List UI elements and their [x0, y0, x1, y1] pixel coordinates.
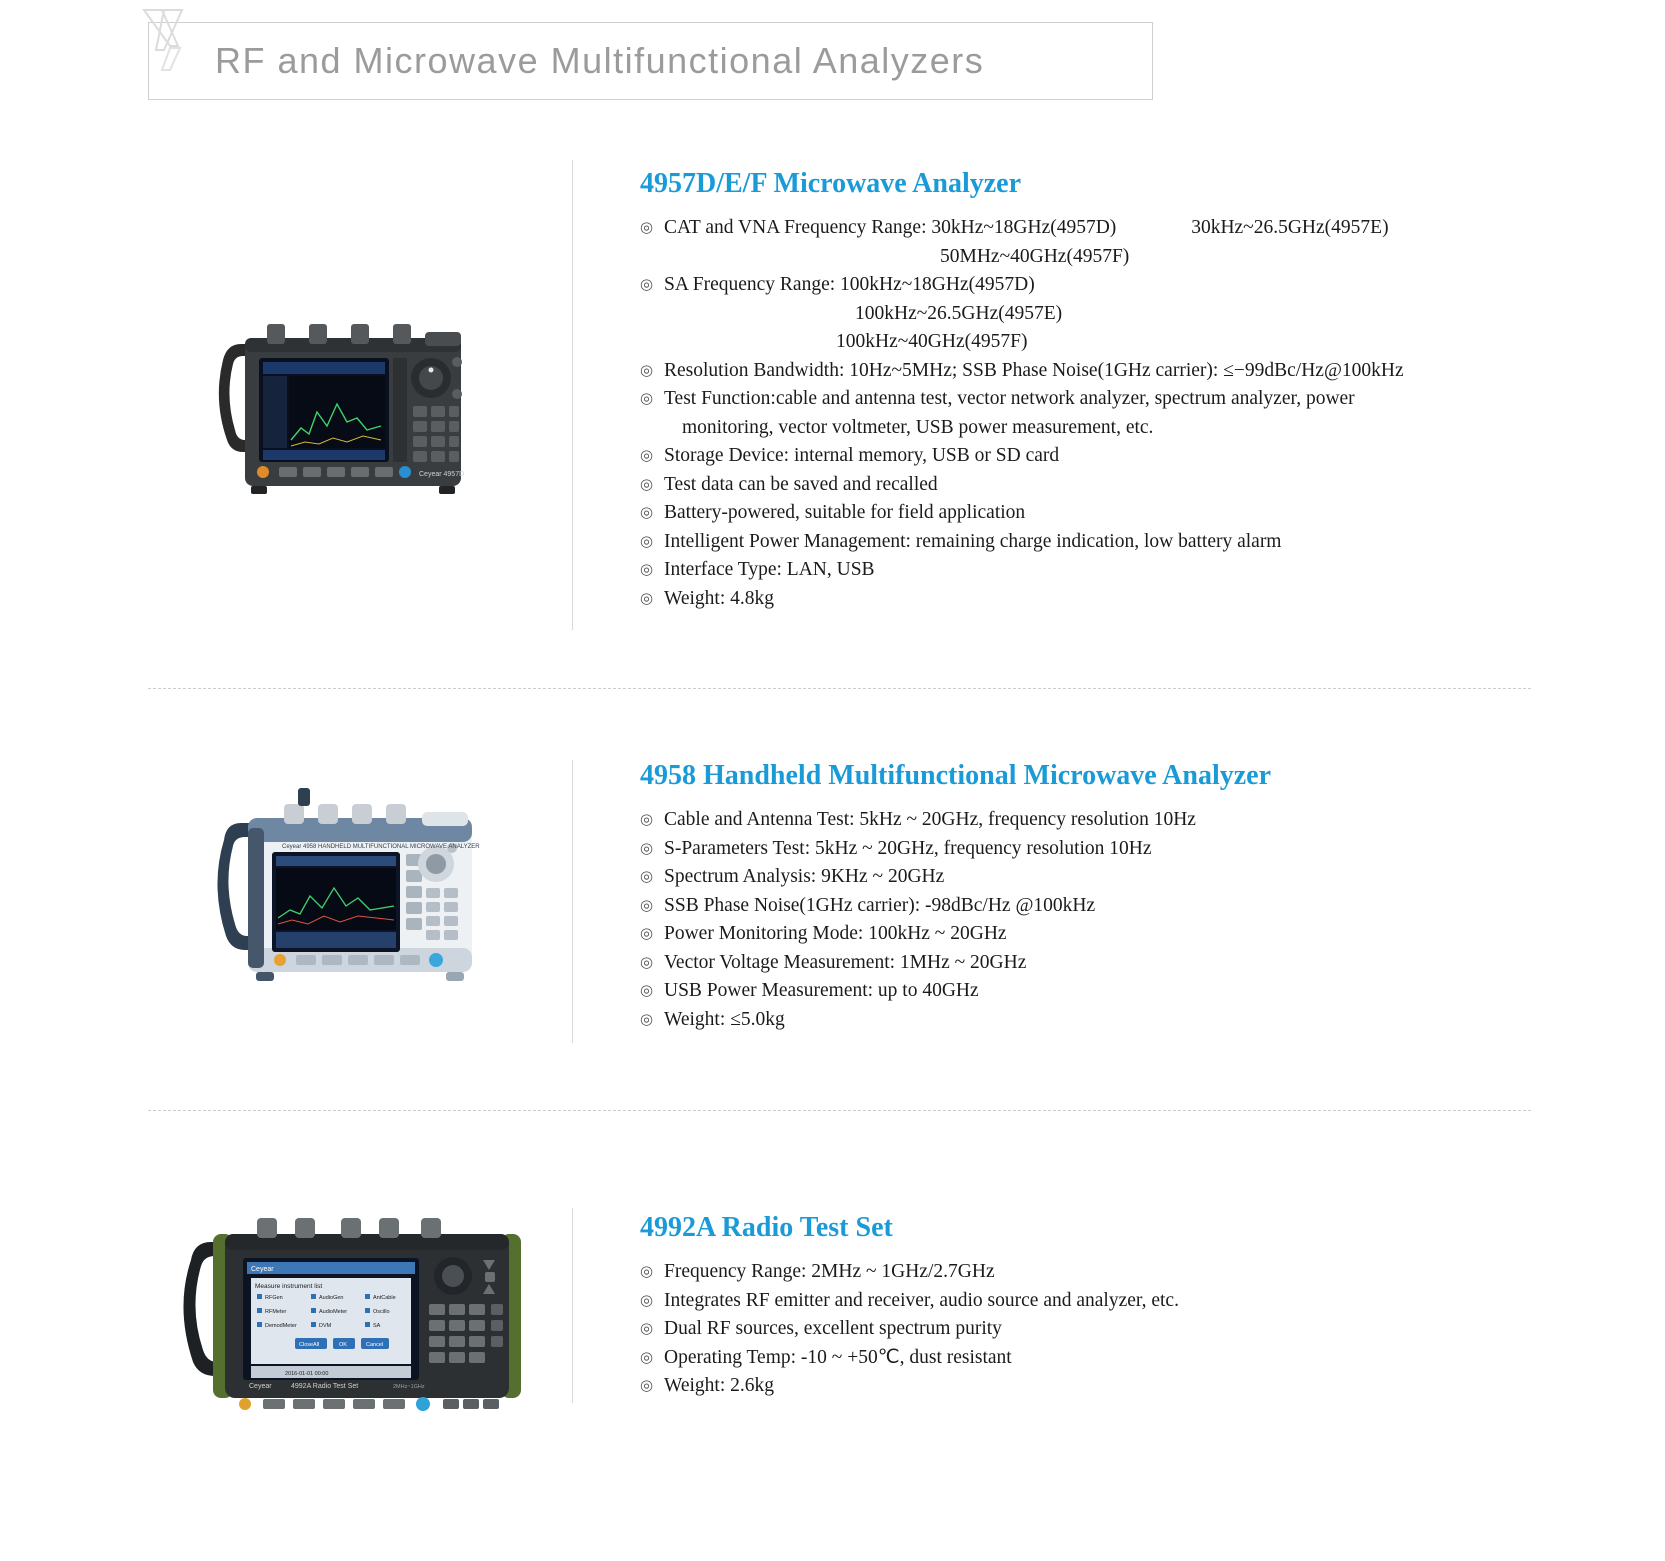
- spec-item: [640, 1287, 1540, 1316]
- product-block-4992a: [640, 1212, 1540, 1401]
- svg-text:AntCable: AntCable: [373, 1295, 396, 1301]
- bullet-icon: ◎: [640, 1011, 654, 1028]
- 4958-handheld-analyzer-photo: [200, 778, 500, 993]
- spec-item-continuation: [640, 300, 1540, 329]
- spec-item: [640, 385, 1540, 414]
- spec-text: 100kHz~26.5GHz(4957E): [855, 302, 1063, 324]
- spec-item: [640, 214, 1540, 243]
- spec-text: Battery-powered, suitable for field application: [664, 502, 1026, 523]
- spec-list-4957: [640, 214, 1540, 613]
- spec-item-continuation: [640, 243, 1540, 272]
- spec-text: S-Parameters Test: 5kHz ~ 20GHz, frequency resolution 10Hz: [664, 837, 1152, 859]
- spec-item: [640, 528, 1540, 557]
- spec-item: [640, 863, 1540, 892]
- bullet-icon: ◎: [640, 533, 654, 550]
- bullet-icon: ◎: [640, 391, 654, 407]
- spec-text: SA Frequency Range: 100kHz~18GHz(4957D): [664, 274, 1035, 295]
- spec-text: Test data can be saved and recalled: [664, 473, 938, 495]
- spec-item: [640, 357, 1540, 386]
- spec-list-4992a: [640, 1258, 1540, 1401]
- bullet-icon: ◎: [640, 983, 654, 999]
- bullet-icon: ◎: [640, 562, 654, 578]
- svg-text:2MHz~1GHz: 2MHz~1GHz: [393, 1384, 425, 1390]
- bullet-icon: ◎: [640, 926, 654, 942]
- svg-text:CloseAll: CloseAll: [299, 1342, 320, 1348]
- product-title-4957: 4957D/E/F Microwave Analyzer: [640, 168, 1022, 199]
- bullet-icon: ◎: [640, 1349, 654, 1366]
- spec-list-4958: [640, 806, 1540, 1034]
- spec-text: Test Function:cable and antenna test, vector network analyzer, spectrum analyzer, power: [664, 388, 1355, 409]
- svg-text:2016-01-01 00:00: 2016-01-01 00:00: [285, 1371, 329, 1377]
- spec-text: Vector Voltage Measurement: 1MHz ~ 20GHz: [664, 951, 1027, 973]
- svg-text:RFMeter: RFMeter: [265, 1309, 287, 1315]
- svg-text:AudioMeter: AudioMeter: [319, 1309, 348, 1315]
- spec-item: [640, 949, 1540, 978]
- spec-item: [640, 892, 1540, 921]
- vertical-rule-3: [572, 1208, 573, 1403]
- bullet-icon: ◎: [640, 1321, 654, 1337]
- bullet-icon: ◎: [640, 590, 654, 607]
- bullet-icon: ◎: [640, 812, 654, 828]
- double-chevron-watermark-icon: [140, 8, 210, 86]
- spec-text: SSB Phase Noise(1GHz carrier): -98dBc/Hz @100kHz: [664, 894, 1096, 916]
- bullet-icon: ◎: [640, 505, 654, 521]
- spec-text: 100kHz~40GHz(4957F): [836, 331, 1028, 352]
- spec-item: [640, 271, 1540, 300]
- bullet-icon: ◎: [640, 476, 654, 493]
- bullet-icon: ◎: [640, 448, 654, 464]
- spec-text: Weight: 2.6kg: [664, 1375, 775, 1396]
- spec-text: Frequency Range: 2MHz ~ 1GHz/2.7GHz: [664, 1261, 995, 1282]
- spec-item: [640, 471, 1540, 500]
- spec-text: Operating Temp: -10 ~ +50℃, dust resistant: [664, 1346, 1012, 1368]
- spec-item: [640, 1258, 1540, 1287]
- spec-text: 50MHz~40GHz(4957F): [940, 245, 1130, 267]
- svg-text:DemodMeter: DemodMeter: [265, 1323, 297, 1329]
- svg-text:4992A Radio Test Set: 4992A Radio Test Set: [291, 1383, 359, 1390]
- svg-text:OK: OK: [339, 1342, 347, 1348]
- bullet-icon: ◎: [640, 1292, 654, 1309]
- product-block-4958: [640, 760, 1540, 1034]
- product-block-4957: [640, 168, 1540, 613]
- section-divider-2: [148, 1110, 1531, 1111]
- svg-text:Ceyear 4958 HANDHELD MULTIFUN: Ceyear 4958 HANDHELD MULTIFUNCTIONAL MICROWAVE ANALYZER: [282, 844, 480, 850]
- vertical-rule-1: [572, 160, 573, 630]
- svg-text:RFGen: RFGen: [265, 1295, 283, 1301]
- spec-text: Dual RF sources, excellent spectrum purity: [664, 1318, 1002, 1339]
- spec-item: [640, 1372, 1540, 1401]
- bullet-icon: ◎: [640, 1264, 654, 1280]
- 4957-microwave-analyzer-photo: [205, 300, 490, 500]
- bullet-icon: ◎: [640, 869, 654, 885]
- spec-item: [640, 499, 1540, 528]
- spec-item: [640, 920, 1540, 949]
- bullet-icon: ◎: [640, 220, 654, 236]
- spec-text: Weight: 4.8kg: [664, 587, 775, 609]
- spec-item: [640, 585, 1540, 614]
- svg-text:DVM: DVM: [319, 1323, 332, 1329]
- bullet-icon: ◎: [640, 840, 654, 857]
- section-divider-1: [148, 688, 1531, 689]
- spec-text-extra: 30kHz~26.5GHz(4957E): [1191, 217, 1389, 238]
- spec-item: [640, 977, 1540, 1006]
- bullet-icon: ◎: [640, 897, 654, 914]
- spec-text: Resolution Bandwidth: 10Hz~5MHz; SSB Phase Noise(1GHz carrier): ≤−99dBc/Hz@100kHz: [664, 359, 1404, 381]
- spec-text: Interface Type: LAN, USB: [664, 559, 875, 580]
- product-title-4958: 4958 Handheld Multifunctional Microwave Analyzer: [640, 760, 1272, 791]
- spec-item: [640, 442, 1540, 471]
- svg-text:Cancel: Cancel: [366, 1342, 384, 1348]
- spec-text: Storage Device: internal memory, USB or SD card: [664, 445, 1060, 466]
- spec-item: [640, 556, 1540, 585]
- page-header: [148, 22, 1153, 100]
- spec-item: [640, 806, 1540, 835]
- vertical-rule-2: [572, 760, 573, 1043]
- spec-item: [640, 1344, 1540, 1373]
- spec-text: Power Monitoring Mode: 100kHz ~ 20GHz: [664, 923, 1007, 944]
- svg-text:Ceyear 4957D: Ceyear 4957D: [419, 471, 465, 478]
- spec-item-continuation: [640, 414, 1540, 443]
- spec-item: [640, 1315, 1540, 1344]
- spec-text: Cable and Antenna Test: 5kHz ~ 20GHz, frequency resolution 10Hz: [664, 809, 1196, 830]
- spec-text: monitoring, vector voltmeter, USB power measurement, etc.: [682, 416, 1154, 438]
- spec-text: Integrates RF emitter and receiver, audio source and analyzer, etc.: [664, 1289, 1179, 1311]
- spec-text: CAT and VNA Frequency Range: 30kHz~18GHz(4957D): [664, 217, 1117, 238]
- bullet-icon: ◎: [640, 362, 654, 379]
- svg-text:Measure instrument list: Measure instrument list: [255, 1283, 323, 1290]
- svg-text:Ceyear: Ceyear: [249, 1383, 272, 1390]
- svg-text:AudioGen: AudioGen: [319, 1295, 344, 1301]
- product-title-4992a: 4992A Radio Test Set: [640, 1212, 893, 1243]
- svg-text:Ceyear: Ceyear: [251, 1266, 274, 1273]
- bullet-icon: ◎: [640, 277, 654, 293]
- svg-text:Oscillo: Oscillo: [373, 1309, 390, 1315]
- page-title: RF and Microwave Multifunctional Analyzers: [215, 40, 985, 81]
- spec-text: Weight: ≤5.0kg: [664, 1008, 785, 1030]
- svg-text:SA: SA: [373, 1323, 381, 1329]
- spec-item: [640, 1006, 1540, 1035]
- spec-item: [640, 835, 1540, 864]
- spec-text: Spectrum Analysis: 9KHz ~ 20GHz: [664, 866, 945, 887]
- bullet-icon: ◎: [640, 954, 654, 971]
- spec-text: Intelligent Power Management: remaining charge indication, low battery alarm: [664, 530, 1282, 552]
- 4992a-radio-test-set-photo: [165, 1198, 535, 1418]
- bullet-icon: ◎: [640, 1378, 654, 1394]
- spec-item-continuation: [640, 328, 1540, 357]
- spec-text: USB Power Measurement: up to 40GHz: [664, 980, 979, 1001]
